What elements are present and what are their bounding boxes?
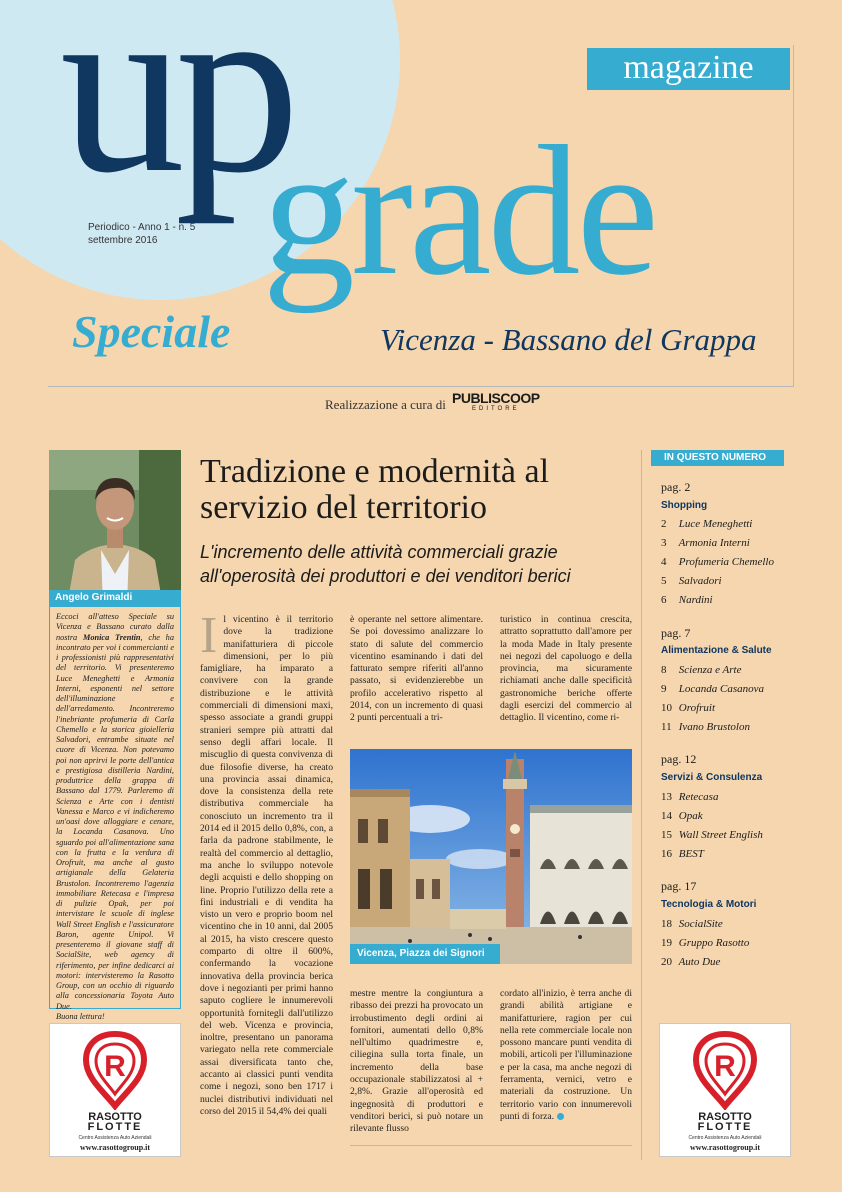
- ad-brand-line1: RASOTTO: [88, 1111, 142, 1123]
- ad-brand-line2: FLOTTE: [697, 1121, 753, 1133]
- sidebar-divider: [641, 450, 642, 1160]
- index-item[interactable]: [661, 829, 763, 841]
- publisher-sub: EDITORE: [472, 406, 520, 412]
- index-item-number: 19: [661, 937, 672, 949]
- index-section-page[interactable]: pag. 17: [661, 879, 697, 893]
- issue-line-2: settembre 2016: [88, 235, 158, 246]
- index-item-number: 14: [661, 810, 672, 822]
- ad-brand-line2: FLOTTE: [87, 1121, 143, 1133]
- index-item-name: Wall Street English: [678, 829, 763, 841]
- index-item-name: Gruppo Rasotto: [678, 937, 750, 949]
- piazza-photo: [350, 749, 632, 964]
- index-item-number: 10: [661, 702, 672, 714]
- index-item-number: 18: [661, 918, 672, 930]
- rasotto-logo-letter: R: [104, 1050, 126, 1083]
- rasotto-logo-letter: R: [714, 1050, 736, 1083]
- index-item-number: 11: [661, 721, 672, 733]
- issue-index: [651, 450, 791, 968]
- rasotto-ad-left[interactable]: [49, 1023, 181, 1157]
- index-item-name: Retecasa: [678, 791, 719, 803]
- intro-closing: Buona lettura!: [56, 1011, 105, 1021]
- issue-info: [88, 221, 195, 247]
- intro-text-rest: , che ha incontrato per voi i commercianti e i professionisti più rappresentativi del territorio. Vi presenteremo Luce Meneghetti e Armonia Interni, esponenti nel settore dell'illuminazione e dell'arredamento. Incontreremo l'inebriante profumeria di Carla Chemello e la storica gioielleria Salvadori, entrambe situate nel cuore di Vicenza. Non potevamo poi non aprirvi le porte dell'antica e prestigiosa distilleria Nardini, produttrice della grappa di Bassano dal 1779. Parleremo di Scienza e Arte con i dentisti Vanessa e Marco e vi indicheremo un'oasi dove alloggiare e cenare, la Locanda Casanova. Uno sguardo poi all'alimentazione sana con la frutta e la verdura di Orofruit, ma anche al gusto artigianale della Gelateria Brustolon. Incontreremo l'agenzia immobiliare Retecasa e l'impresa di pulizie Opak, per poi intervistare le scuole di inglese Wall Street English e l'assicuratore Baron, agente Unipol. Vi presenteremo il giovane staff di SocialSite, web agency di riferimento, per infine dedicarci ai motori: intervisteremo la Rasotto Group, con un occhio di riguardo alla concessionaria Toyota Auto Due.: [56, 632, 174, 1011]
- ad-website-link[interactable]: www.rasottogroup.it: [79, 1143, 151, 1152]
- index-item-name: Salvadori: [678, 575, 722, 587]
- index-item-number: 9: [661, 683, 667, 695]
- index-item-number: 13: [661, 791, 672, 803]
- column-3-bottom-text: cordato all'inizio, è terra anche di grandi abilità artigiane e manifatturiere, ragion per cui nella rete commerciale locale non possono mancare punti vendita di mobili, articoli per l'illuminazione e per la casa, ma anche negozi di ferramenta, vernici, vetro e materiali da costruzione. Un territorio vario con innumerevoli punti di forza.: [500, 988, 632, 1122]
- publisher-logo: [452, 391, 540, 413]
- ad-tagline: Centro Assistenza Auto Aziendali: [688, 1135, 762, 1141]
- ad-website-link[interactable]: www.rasottogroup.it: [689, 1143, 761, 1152]
- ad-tagline: Centro Assistenza Auto Aziendali: [78, 1135, 152, 1141]
- article-column-3-top: turistico in continua crescita, attratto soprattutto dall'amore per la moda Made in Italy presente nei negozi del capoluogo e della provincia, ma sicuramente richiamati anche dalle specificità gastronomiche beriche offerte dagli esercizi del commercio al dettaglio. Il vicentino, come ri-: [500, 614, 632, 724]
- rasotto-logo-icon: [690, 1030, 760, 1110]
- article-column-3-bottom: [500, 988, 632, 1123]
- publisher-name: PUBLISCOOP: [452, 390, 540, 406]
- index-item-number: 6: [661, 594, 667, 606]
- column-1-text: l vicentino è il territorio dove la tradizione manifatturiera di piccole dimensioni, per lo più famigliare, ha imparato a convivere con la grande distribuzione e le attività commerciali di dimensioni maxi, spesso associate a grandi gruppi stranieri sempre più attratti dal senso degli affari locale. Il miscuglio di questa convivenza di due filosofie diverse, ha creato una provincia assai dinamica, dove la consistenza della rete distributiva commerciale ha conosciuto un incremento tra il 2014 ed il 2015 dello 0,8%, con, a farla da padrone stabilmente, le realtà del commercio al dettaglio, ma anche lo sviluppo notevole degli acquisti e dello shopping on line. Proprio l'utilizzo della rete a fini industriali e di vendita ha visto un vero e proprio boom nel vicentino che in 10 anni, dal 2005 al 2015, ha visto crescere questo comparto di oltre il 600%, confermando la vocazione innovativa della provincia berica dove i negozianti per primi hanno saputo cogliere le innumerevoli opportunità fornitegli dall'utilizzo del web. Vicenza e provincia, inoltre, presentano un panorama variegato nella rete commerciale assai diversificata tanto che, accanto ai classici punti vendita come i negozi, sono ben 1717 i nuclei distributivi individuati nel corso del 2015 il 54,4% dei quali: [200, 614, 333, 1117]
- rasotto-ad-right[interactable]: [659, 1023, 791, 1157]
- index-item[interactable]: [661, 683, 764, 695]
- index-item-name: Nardini: [678, 594, 713, 606]
- index-section-page[interactable]: pag. 2: [661, 480, 691, 494]
- index-item-name: Auto Due: [678, 956, 721, 968]
- rasotto-logo-icon: [80, 1030, 150, 1110]
- intro-author-name: Monica Trentin: [82, 632, 141, 642]
- edition-title: Vicenza - Bassano del Grappa: [380, 322, 757, 357]
- index-item[interactable]: [661, 575, 722, 587]
- article-subheadline: L'incremento delle attività commerciali grazie all'operosità dei produttori e dei venditori berici: [200, 542, 571, 586]
- index-item[interactable]: [661, 664, 741, 676]
- article-column-1: [200, 607, 333, 1118]
- ad-brand-line1: RASOTTO: [698, 1111, 752, 1123]
- index-item-name: Luce Meneghetti: [678, 518, 753, 530]
- index-item[interactable]: [661, 937, 749, 949]
- index-item-number: 20: [661, 956, 672, 968]
- index-item-name: Scienza e Arte: [678, 664, 742, 676]
- index-item-number: 2: [661, 518, 667, 530]
- index-item-number: 15: [661, 829, 672, 841]
- index-heading: IN QUESTO NUMERO: [651, 450, 784, 466]
- index-item[interactable]: [661, 518, 752, 530]
- index-section-title[interactable]: Tecnologia & Motori: [661, 899, 757, 910]
- piazza-photo-caption: Vicenza, Piazza dei Signori: [350, 944, 500, 964]
- index-item-name: Ivano Brustolon: [678, 721, 750, 733]
- index-item[interactable]: [661, 810, 703, 822]
- index-section-title[interactable]: Alimentazione & Salute: [661, 645, 772, 656]
- index-item[interactable]: [661, 918, 723, 930]
- intro-text-start: Eccoci all'atteso Speciale su Vicenza e Bassano curato dalla nostra: [56, 612, 174, 642]
- bottom-rule: [350, 1145, 632, 1146]
- index-item-name: Locanda Casanova: [678, 683, 764, 695]
- index-item-number: 3: [661, 537, 667, 549]
- index-item-name: Opak: [678, 810, 703, 822]
- index-item-number: 4: [661, 556, 667, 568]
- credits-label: Realizzazione a cura di: [325, 397, 446, 412]
- author-photo: [49, 450, 181, 606]
- index-item[interactable]: [661, 956, 720, 968]
- speciale-title: Speciale: [72, 306, 231, 357]
- index-item-name: SocialSite: [678, 918, 723, 930]
- index-item[interactable]: [661, 537, 750, 549]
- index-item[interactable]: [661, 848, 704, 860]
- index-item[interactable]: [661, 791, 718, 803]
- index-item[interactable]: [661, 556, 774, 568]
- article-end-mark: [557, 1113, 564, 1120]
- index-section-page[interactable]: pag. 12: [661, 752, 697, 766]
- index-item-name: Orofruit: [678, 702, 716, 714]
- logo-grade: grade: [262, 108, 656, 314]
- index-item-name: BEST: [678, 848, 704, 860]
- index-item-number: 16: [661, 848, 672, 860]
- intro-editorial: [49, 606, 181, 1021]
- index-item[interactable]: [661, 721, 750, 733]
- masthead: [0, 0, 842, 440]
- article-column-2-top: è operante nel settore alimentare. Se poi dovessimo analizzare lo stato di salute del commercio vicentino esaminando i dati del fatturato sempre riferiti all'anno passato, si evidenzierebbe un profilo accelerativo rispetto al 2014, con un incremento di quasi 2 punti percentuali a tri-: [350, 614, 483, 724]
- index-item-number: 8: [661, 664, 667, 676]
- index-section-title[interactable]: Servizi & Consulenza: [661, 772, 763, 783]
- index-section-page[interactable]: pag. 7: [661, 626, 691, 640]
- issue-line-1: Periodico - Anno 1 - n. 5: [88, 222, 196, 233]
- index-item[interactable]: [661, 594, 713, 606]
- index-section-title[interactable]: Shopping: [661, 500, 708, 511]
- index-item-name: Armonia Interni: [678, 537, 750, 549]
- dropcap: I: [200, 607, 218, 664]
- magazine-label: magazine: [587, 48, 790, 90]
- article-column-2-bottom: mestre mentre la congiuntura a ribasso dei prezzi ha provocato un irrobustimento degli ordini ai fornitori, aumentati dello 0,8% nell'ultimo quadrimestre e, ciliegina sulla torta finale, un incremento della base occupazionale stabilizzatosi al + 2,8%. Grazie all'operosità ed ingegnosità di produttori e venditori berici, si può notare un rilevante flusso: [350, 988, 483, 1135]
- index-item[interactable]: [661, 702, 715, 714]
- author-photo-caption: Angelo Grimaldi: [49, 590, 181, 606]
- index-item-name: Profumeria Chemello: [678, 556, 774, 568]
- logo-up: up: [60, 0, 290, 225]
- index-item-number: 5: [661, 575, 667, 587]
- article-headline: Tradizione e modernità al servizio del territorio: [200, 453, 550, 526]
